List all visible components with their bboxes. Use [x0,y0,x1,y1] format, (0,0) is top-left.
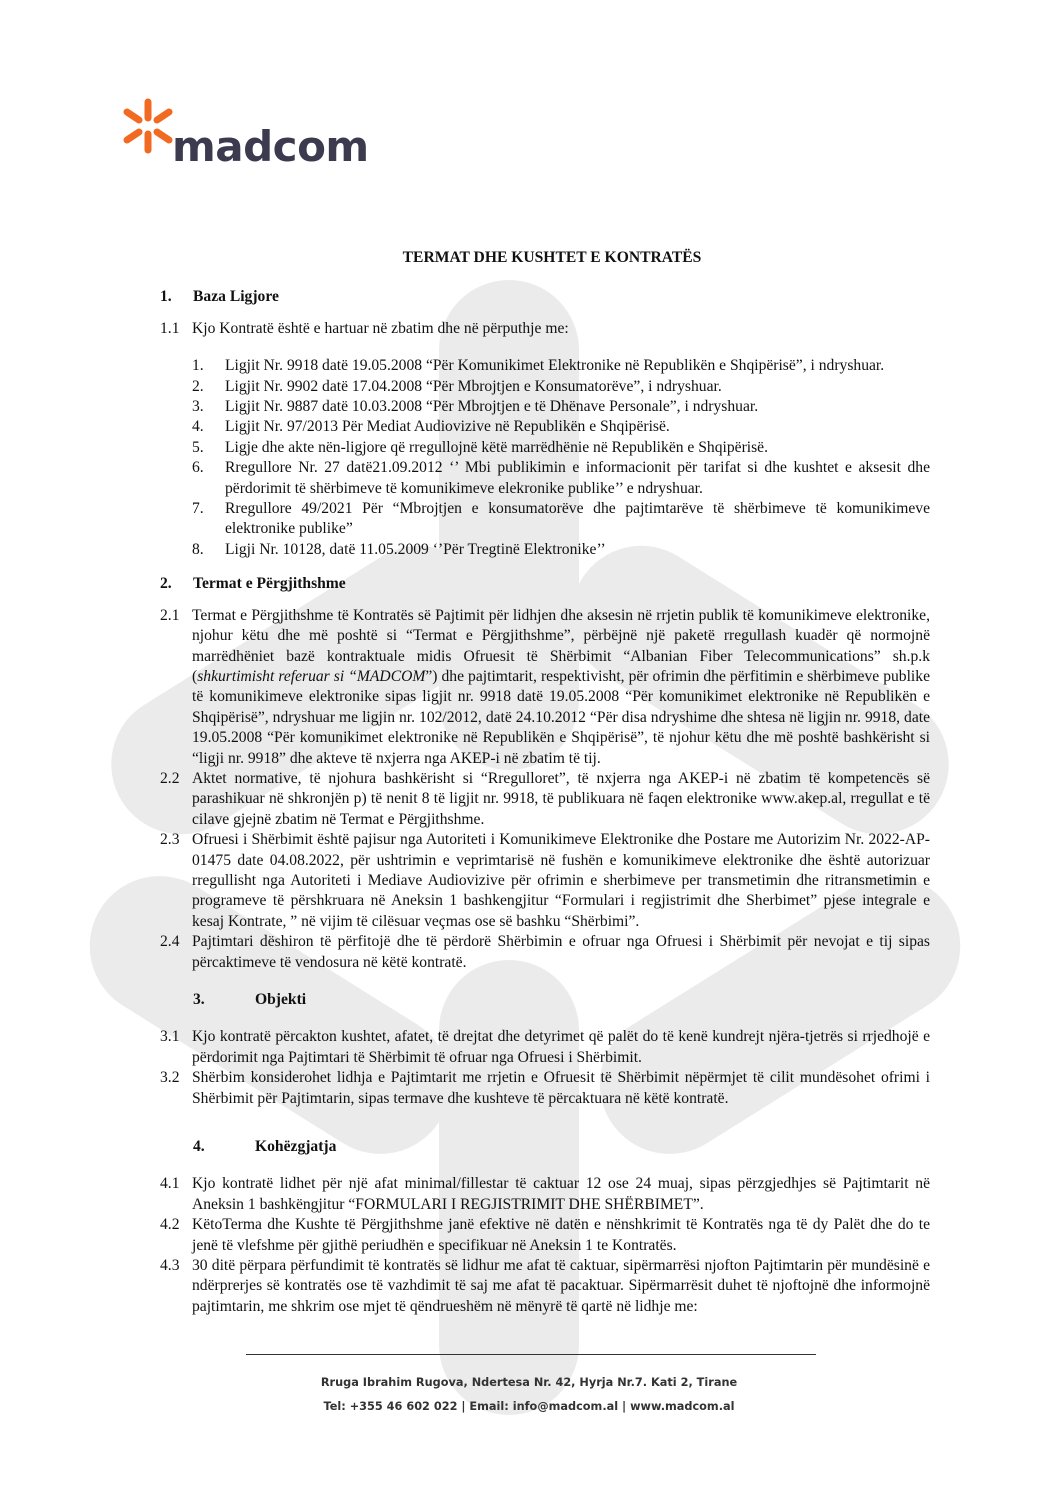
clause-text: Pajtimtari dëshiron të përfitojë dhe të përdorë Shërbimin e ofruar nga Ofruesi i Shërbimit për nevojat e tij sipas përcaktimeve të vendosura në këtë kontratë. [192,933,930,971]
clause-number: 3.1 [160,1028,180,1046]
clause-number: 2.4 [160,933,180,951]
section-title: Termat e Përgjithshme [193,575,346,593]
clause-text-part: ”) dhe pajtimtarit, respektivisht, për ofrimin dhe përfitimin e shërbimeve publike të komunikimeve elektronike sipas ligjit nr. 9918 datë 19.05.2008 “Për komunikimet elektronike në Republikën e Shqipërisë”, ndryshuar me ligjin nr. 102/2012, datë 24.10.2012 “Për disa ndryshime dhe shtesa në ligjin nr. 9918, date 19.05.2008 “Për komunikimet elektronike në Republikën e Shqipërisë”, të njohur këtu dhe më poshtë bashkërisht si “ligji nr. 9918” dhe akteve të nxjerra nga AKEP-i në zbatim të tij. [192,667,930,767]
madcom-logo [122,96,369,181]
list-item [192,499,930,540]
section-number: 4. [193,1138,205,1156]
list-item-number: 2. [192,377,204,395]
list-item [192,397,930,417]
clause-text-part: Termat e Përgjithshme të Kontratës së Pajtimit për lidhjen dhe aksesin në rrjetin publik të komunikimeve elektronike, njohur këtu dhe më poshtë si “Termat e Përgjithshme”, përbëjnë një paketë rregullash kuadër që normojnë marrëdhëniet bazë kontraktuale midis Ofruesit të Shërbimit “Albanian Fiber Telecommunications” sh.p.k ( [192,606,930,685]
clause [160,1068,930,1109]
footer-divider [246,1354,816,1355]
clause [160,830,930,932]
clause [160,606,930,769]
list-item [192,356,930,376]
clause-text: Kjo kontratë përcakton kushtet, afatet, të drejtat dhe detyrimet që palët do të kenë kundrejt njëra-tjetrës si rrjedhojë e përdorimit nga Pajtimtari të Shërbimit të ofruar nga Ofruesi i Shërbimit. [192,1028,930,1066]
clause-text: KëtoTerma dhe Kushte të Përgjithshme janë efektive në datën e nënshkrimit të Kontratës nga të dy Palët dhe do te jenë të vlefshme për gjithë periudhën e specifikuar në Aneksin 1 te Kontratës. [192,1216,930,1254]
clause [160,932,930,973]
clause-text: 30 ditë përpara përfundimit të kontratës së lidhur me afat të caktuar, sipërmarrësi njofton Pajtimtarin për mundësinë e ndërprerjes së kontratës ose të vazhdimit të saj me afat të pacaktuar. Sipërmarrësit duhet të njoftojnë dhe informojnë pajtimtarin, me shkrim ose mjet të qëndrueshëm në mënyrë të qartë në lidhje me: [192,1257,930,1315]
clause-text [192,607,930,767]
section-heading [160,574,930,594]
section-heading [160,990,930,1010]
section-title: Kohëzgjatja [255,1138,337,1156]
clause-number: 4.3 [160,1257,180,1275]
document-body [160,248,930,1317]
list-item-text: Ligji Nr. 10128, datë 11.05.2009 ‘’Për Tregtinë Elektronike’’ [225,540,606,558]
list-item [192,438,930,458]
section-heading [160,1137,930,1157]
clause [160,1256,930,1317]
list-item-text: Ligjit Nr. 9918 datë 19.05.2008 “Për Komunikimet Elektronike në Republikën e Shqipërisë”, i ndryshuar. [225,357,885,375]
legal-basis-list [160,356,930,560]
clause [160,1027,930,1068]
list-item-number: 7. [192,500,204,518]
logo-wordmark: madcom [172,122,369,171]
clause-text: Ofruesi i Shërbimit është pajisur nga Autoriteti i Komunikimeve Elektronike dhe Postare me Autorizim Nr. 2022-AP-01475 date 04.08.2022, për ushtrimin e veprimtarisë në fushën e komunikimeve elektronike dhe është autorizuar rregullisht nga Autoriteti i Mediave Audiovizive për ofrimin e sherbimeve per transmetimin dhe ritransmetimin e programeve të përshkruara në Aneksin 1 bashkengjitur “Formulari i regjistrimit dhe Sherbimet” pjese integrale e kesaj Kontrate, ” në vijim të cilësuar veçmas ose së bashku “Shërbimi”. [192,831,930,930]
list-item-text: Rregullore 49/2021 Për “Mbrojtjen e konsumatorëve dhe pajtimtarëve të shërbimeve të komunikimeve elektronike publike” [225,500,930,538]
list-item [192,417,930,437]
list-item-text: Ligjit Nr. 97/2013 Për Mediat Audiovizive në Republikën e Shqipërisë. [225,418,670,436]
clause-text: Kjo Kontratë është e hartuar në zbatim dhe në përputhje me: [192,319,569,337]
section-heading [160,287,930,307]
clause-number: 4.1 [160,1175,180,1193]
clause-number: 4.2 [160,1216,180,1234]
list-item-number: 3. [192,398,204,416]
list-item-text: Ligjit Nr. 9902 datë 17.04.2008 “Për Mbrojtjen e Konsumatorëve”, i ndryshuar. [225,377,722,395]
footer-contact: Tel: +355 46 602 022 | Email: info@madcom.al | www.madcom.al [323,1400,735,1413]
clause [160,769,930,830]
list-item [192,458,930,499]
clause-text: Shërbim konsiderohet lidhja e Pajtimtarit me rrjetin e Ofruesit të Shërbimit nëpërmjet të cilit mundësohet ofrimi i Shërbimit për Pajtimtarin, sipas termave dhe kushteve të përcaktuara në këtë kontratë. [192,1069,930,1107]
clause-number: 2.1 [160,606,180,624]
madcom-star-icon [122,96,174,176]
clause-number: 2.3 [160,831,180,849]
list-item-text: Rregullore Nr. 27 datë21.09.2012 ‘’ Mbi publikimin e informacionit për tarifat si dhe kushtet e aksesit dhe përdorimit të shërbimeve të komunikimeve elekronike publike’’ e ndryshuar. [225,459,930,497]
section-number: 3. [193,991,205,1008]
list-item-number: 1. [192,357,204,375]
clause-number: 3.2 [160,1069,180,1087]
clause-number: 2.2 [160,769,180,787]
list-item-number: 6. [192,459,204,477]
section-title: Baza Ligjore [193,288,279,306]
list-item-number: 4. [192,418,204,436]
list-item [192,540,930,560]
footer-address: Rruga Ibrahim Rugova, Ndertesa Nr. 42, Hyrja Nr.7. Kati 2, Tirane [320,1376,738,1389]
list-item-text: Ligjit Nr. 9887 datë 10.03.2008 “Për Mbrojtjen e të Dhënave Personale”, i ndryshuar. [225,398,759,416]
clause [160,1174,930,1215]
clause-text: Aktet normative, të njohura bashkërisht si “Rregulloret”, të nxjerra nga AKEP-i në zbatim të kompetencës së parashikuar në shkronjën p) të nenit 8 të ligjit nr. 9918, të publikuara në faqen elektronike www.akep.al, rregullat e të cilave gjejnë zbatim në Termat e Përgjithshme. [192,769,930,828]
list-item-text: Ligje dhe akte nën-ligjore që rregullojnë këtë marrëdhënie në Republikën e Shqipërisë. [225,438,768,456]
list-item-number: 8. [192,540,204,558]
section-number: 1. [160,288,172,306]
clause [160,1215,930,1256]
section-number: 2. [160,575,172,593]
clause-text: Kjo kontratë lidhet për një afat minimal/fillestar të caktuar 12 ose 24 muaj, sipas përzgjedhjes së Pajtimtarit në Aneksin 1 bashkëngjitur “FORMULARI I REGJISTRIMIT DHE SHËRBIMET”. [192,1175,930,1213]
clause [160,319,930,339]
clause-number: 1.1 [160,319,180,337]
list-item-number: 5. [192,438,204,456]
document-title: TERMAT DHE KUSHTET E KONTRATËS [402,249,702,266]
clause-text-italic: shkurtimisht referuar si “MADCOM [197,667,426,685]
section-title: Objekti [255,991,307,1008]
list-item [192,377,930,397]
